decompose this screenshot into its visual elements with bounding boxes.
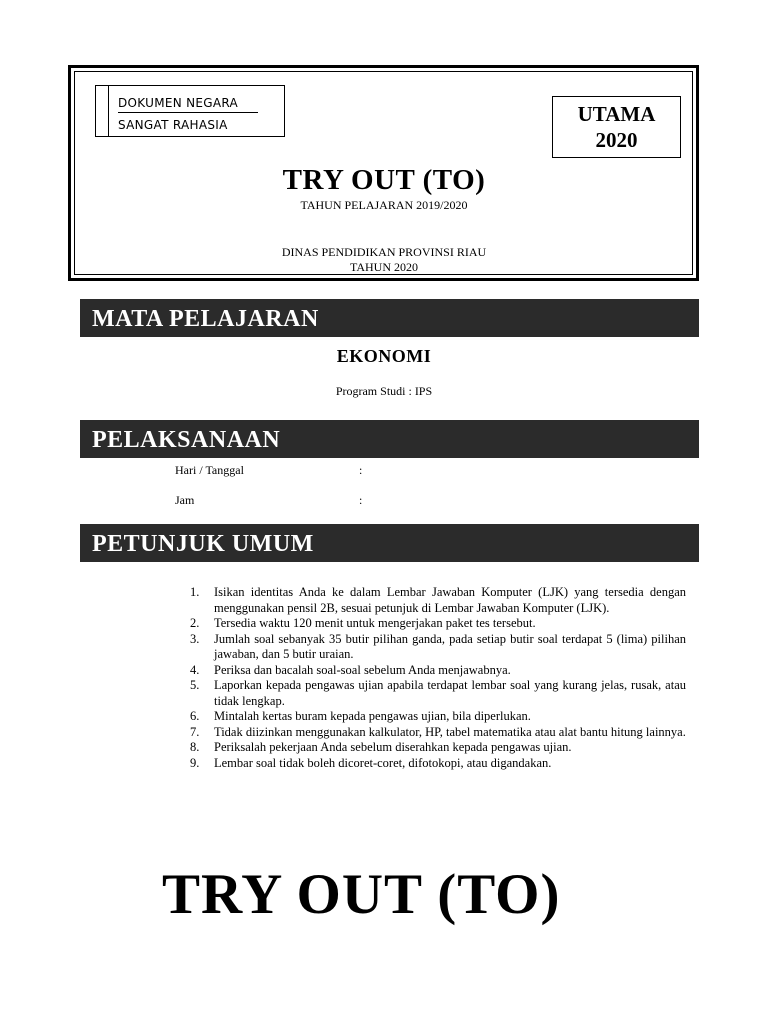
instruction-item bbox=[183, 585, 686, 616]
instruction-number: 1. bbox=[190, 585, 200, 599]
instruction-text: Periksa dan bacalah soal-soal sebelum Anda menjawabnya. bbox=[214, 662, 511, 677]
classification-label bbox=[95, 85, 285, 137]
instruction-item bbox=[183, 663, 686, 679]
instruction-text: Mintalah kertas buram kepada pengawas ujian, bila diperlukan. bbox=[214, 709, 531, 723]
date-label: Hari / Tanggal bbox=[175, 463, 244, 477]
edition-badge-label: UTAMA bbox=[577, 102, 656, 126]
instruction-text: Isikan identitas Anda ke dalam Lembar Jawaban Komputer (LJK) yang tersedia dengan menggunakan pensil 2B, sesuai petunjuk di Lembar Jawaban Komputer (LJK). bbox=[214, 585, 686, 615]
instruction-number: 2. bbox=[190, 616, 200, 630]
instruction-number: 5. bbox=[190, 678, 200, 692]
instruction-item bbox=[183, 709, 686, 725]
study-program: Program Studi : IPS bbox=[335, 384, 433, 398]
issuing-agency: DINAS PENDIDIKAN PROVINSI RIAU bbox=[281, 245, 487, 259]
school-year: TAHUN PELAJARAN 2019/2020 bbox=[300, 198, 468, 212]
instructions-list bbox=[183, 585, 686, 771]
instruction-text: Periksalah pekerjaan Anda sebelum diserahkan kepada pengawas ujian. bbox=[214, 740, 572, 754]
time-label: Jam bbox=[175, 493, 195, 507]
instruction-text: Jumlah soal sebanyak 35 butir pilihan ganda, pada setiap butir soal terdapat 5 (lima) pilihan jawaban, dan 5 butir uraian. bbox=[214, 631, 686, 661]
instructions-heading: PETUNJUK UMUM bbox=[80, 524, 699, 562]
classification-line-2: SANGAT RAHASIA bbox=[118, 118, 228, 132]
agency-year: TAHUN 2020 bbox=[349, 260, 419, 274]
instruction-number: 8. bbox=[190, 740, 200, 754]
classification-line-1: DOKUMEN NEGARA bbox=[118, 96, 239, 110]
footer-title: TRY OUT (TO) bbox=[162, 863, 561, 926]
instruction-number: 4. bbox=[190, 662, 200, 677]
schedule-heading: PELAKSANAAN bbox=[80, 420, 699, 458]
instruction-number: 3. bbox=[190, 631, 200, 646]
instruction-text: Laporkan kepada pengawas ujian apabila terdapat lembar soal yang kurang jelas, rusak, atau tidak lengkap. bbox=[214, 678, 686, 708]
subject-heading: MATA PELAJARAN bbox=[80, 299, 699, 337]
instruction-number: 9. bbox=[190, 755, 200, 770]
document-title: TRY OUT (TO) bbox=[282, 164, 486, 196]
date-colon: : bbox=[359, 463, 363, 477]
classification-underline bbox=[118, 112, 258, 113]
time-colon: : bbox=[359, 493, 363, 507]
instruction-number: 7. bbox=[190, 724, 200, 739]
instruction-item bbox=[183, 678, 686, 709]
edition-badge bbox=[552, 96, 681, 158]
instruction-item bbox=[183, 725, 686, 741]
instruction-item bbox=[183, 756, 686, 772]
subject-name: EKONOMI bbox=[336, 346, 432, 366]
edition-badge-year: 2020 bbox=[595, 128, 638, 152]
instruction-text: Lembar soal tidak boleh dicoret-coret, difotokopi, atau digandakan. bbox=[214, 755, 552, 770]
instruction-item bbox=[183, 740, 686, 756]
instruction-number: 6. bbox=[190, 709, 200, 723]
instruction-item bbox=[183, 616, 686, 632]
instruction-item bbox=[183, 632, 686, 663]
instruction-text: Tidak diizinkan menggunakan kalkulator, HP, tabel matematika atau alat bantu hitung lainnya. bbox=[214, 724, 686, 739]
instruction-text: Tersedia waktu 120 menit untuk mengerjakan paket tes tersebut. bbox=[214, 616, 536, 630]
